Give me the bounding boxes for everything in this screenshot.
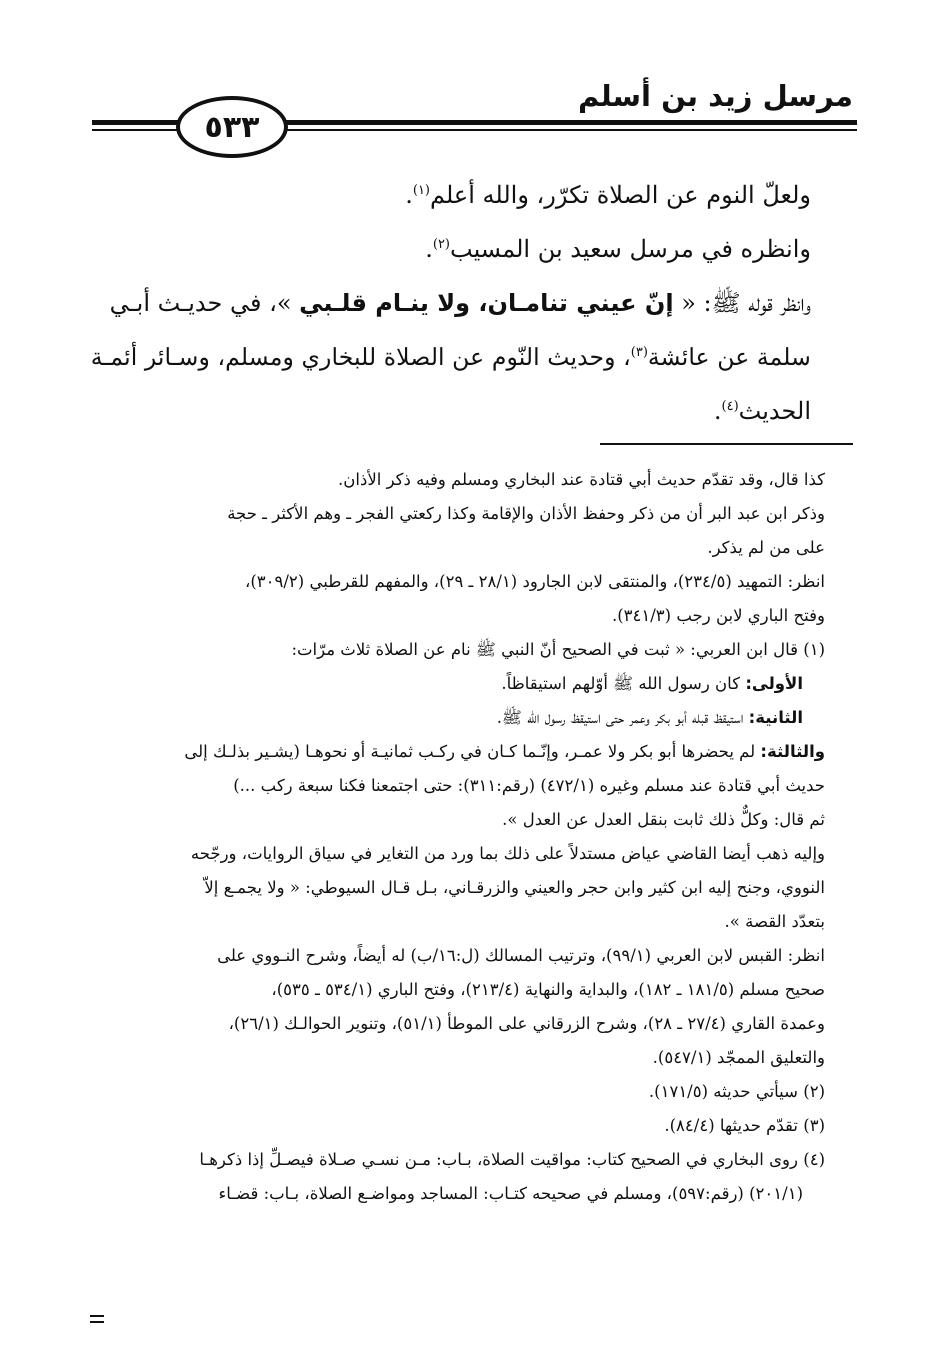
note-line: انظر: التمهيد (٢٣٤/٥)، والمنتقى لابن الجارود (٢٨/١ ـ ٢٩)، والمفهم للقرطبي (٣٠٩/٢)،	[245, 572, 825, 591]
note-line: وعمدة القاري (٢٧/٤ ـ ٢٨)، وشرح الزرقاني على الموطأ (٥١/١)، وتنوير الحوالـك (٢٦/١)،	[228, 1014, 825, 1033]
page-number: ٥٣٣	[176, 96, 288, 158]
hadith-quote: إنّ عيني تنامـان، ولا ينـام قلـبي	[299, 289, 674, 317]
note-line: الثانية: استيقظ قبله أبو بكر وعمر حتى استيقظ رسول الله ﷺ.	[496, 708, 803, 727]
footnote-4: (٤) روى البخاري في الصحيح كتاب: مواقيت الصلاة، بـاب: مـن نسـي صـلاة فيصـلِّ إذا ذكرهـا	[199, 1150, 825, 1169]
footnote-separator	[600, 443, 853, 445]
main-line-3: وانظر قوله ﷺ: « إنّ عيني تنامـان، ولا ينـام قلـبي »، في حديـث أبـي	[109, 289, 811, 317]
main-line-1: ولعلّ النوم عن الصلاة تكرّر، والله أعلم$^{(١)}$.	[405, 181, 811, 209]
note-line: على من لم يذكر.	[707, 538, 825, 557]
footnotes	[87, 463, 825, 1211]
footnote-3: (٣) تقدّم حديثها (٨٤/٤).	[664, 1116, 825, 1135]
note-line: صحيح مسلم (١٨١/٥ ـ ١٨٢)، والبداية والنهاية (٢١٣/٤)، وفتح الباري (٥٣٤/١ ـ ٥٣٥)،	[271, 980, 825, 999]
note-line: والثالثة: لم يحضرها أبو بكر ولا عمـر، وإنّـما كـان في ركـب ثمانيـة أو نحوهـا (يشـير بذلـك إلى	[184, 742, 825, 761]
note-line: وذكر ابن عبد البر أن من ذكر وحفظ الأذان والإقامة وكذا ركعتي الفجر ـ وهم الأكثر ـ حجة	[227, 504, 825, 523]
note-line: حديث أبي قتادة عند مسلم وغيره (٤٧٢/١) (رقم:٣١١): حتى اجتمعنا فكنا سبعة ركب ...)	[233, 776, 825, 795]
note-line: والتعليق الممجّد (٥٤٧/١).	[652, 1048, 825, 1067]
footnote-ref-1: (١)	[412, 183, 430, 198]
note-line: انظر: القبس لابن العربي (٩٩/١)، وترتيب المسالك (ل:١٦/ب) له أيضاً، وشرح النـووي على	[217, 946, 825, 965]
footnote-1: (١) قال ابن العربي: « ثبت في الصحيح أنّ النبي ﷺ نام عن الصلاة ثلاث مرّات:	[291, 640, 825, 659]
footnote-ref-3: (٣)	[630, 345, 648, 361]
main-line-2: وانظره في مرسل سعيد بن المسيب$^{(٢)}$.	[425, 235, 811, 263]
note-line: وإليه ذهب أيضا القاضي عياض مستدلاً على ذلك بما ورد من التغاير في سياق الروايات، ورجّحه	[190, 844, 825, 863]
note-line: النووي، وجنح إليه ابن كثير وابن حجر والعيني والزرقـاني، بـل قـال السيوطي: « ولا يجمـع إلاّ	[204, 878, 825, 897]
main-text	[91, 168, 811, 438]
footnote-ref-4: (٤)	[721, 399, 739, 414]
main-line-5: الحديث$^{(٤)}$.	[713, 397, 811, 425]
main-line-4: سلمة عن عائشة$^{(٣)}$، وحديث النّوم عن الصلاة للبخاري ومسلم، وسـائر أئمـة	[90, 343, 811, 371]
note-line: بتعدّد القصة ».	[724, 912, 825, 931]
running-title: مرسل زيد بن أسلم	[577, 79, 853, 113]
footnote-ref-2: (٢)	[432, 237, 450, 252]
note-line: (٢٠١/١) (رقم:٥٩٧)، ومسلم في صحيحه كتـاب: المساجد ومواضـع الصلاة، بـاب: قضـاء	[218, 1184, 803, 1203]
note-line: ثم قال: وكلٌّ ذلك ثابت بنقل العدل عن العدل ».	[502, 810, 825, 829]
note-line: وفتح الباري لابن رجب (٣٤١/٣).	[611, 606, 825, 625]
note-line: الأولى: كان رسول الله ﷺ أوّلهم استيقاظاً.	[501, 674, 803, 693]
note-line: كذا قال، وقد تقدّم حديث أبي قتادة عند البخاري ومسلم وفيه ذكر الأذان.	[338, 470, 825, 489]
footnote-2: (٢) سيأتي حديثه (١٧١/٥).	[648, 1082, 825, 1101]
continuation-mark	[90, 1315, 104, 1327]
